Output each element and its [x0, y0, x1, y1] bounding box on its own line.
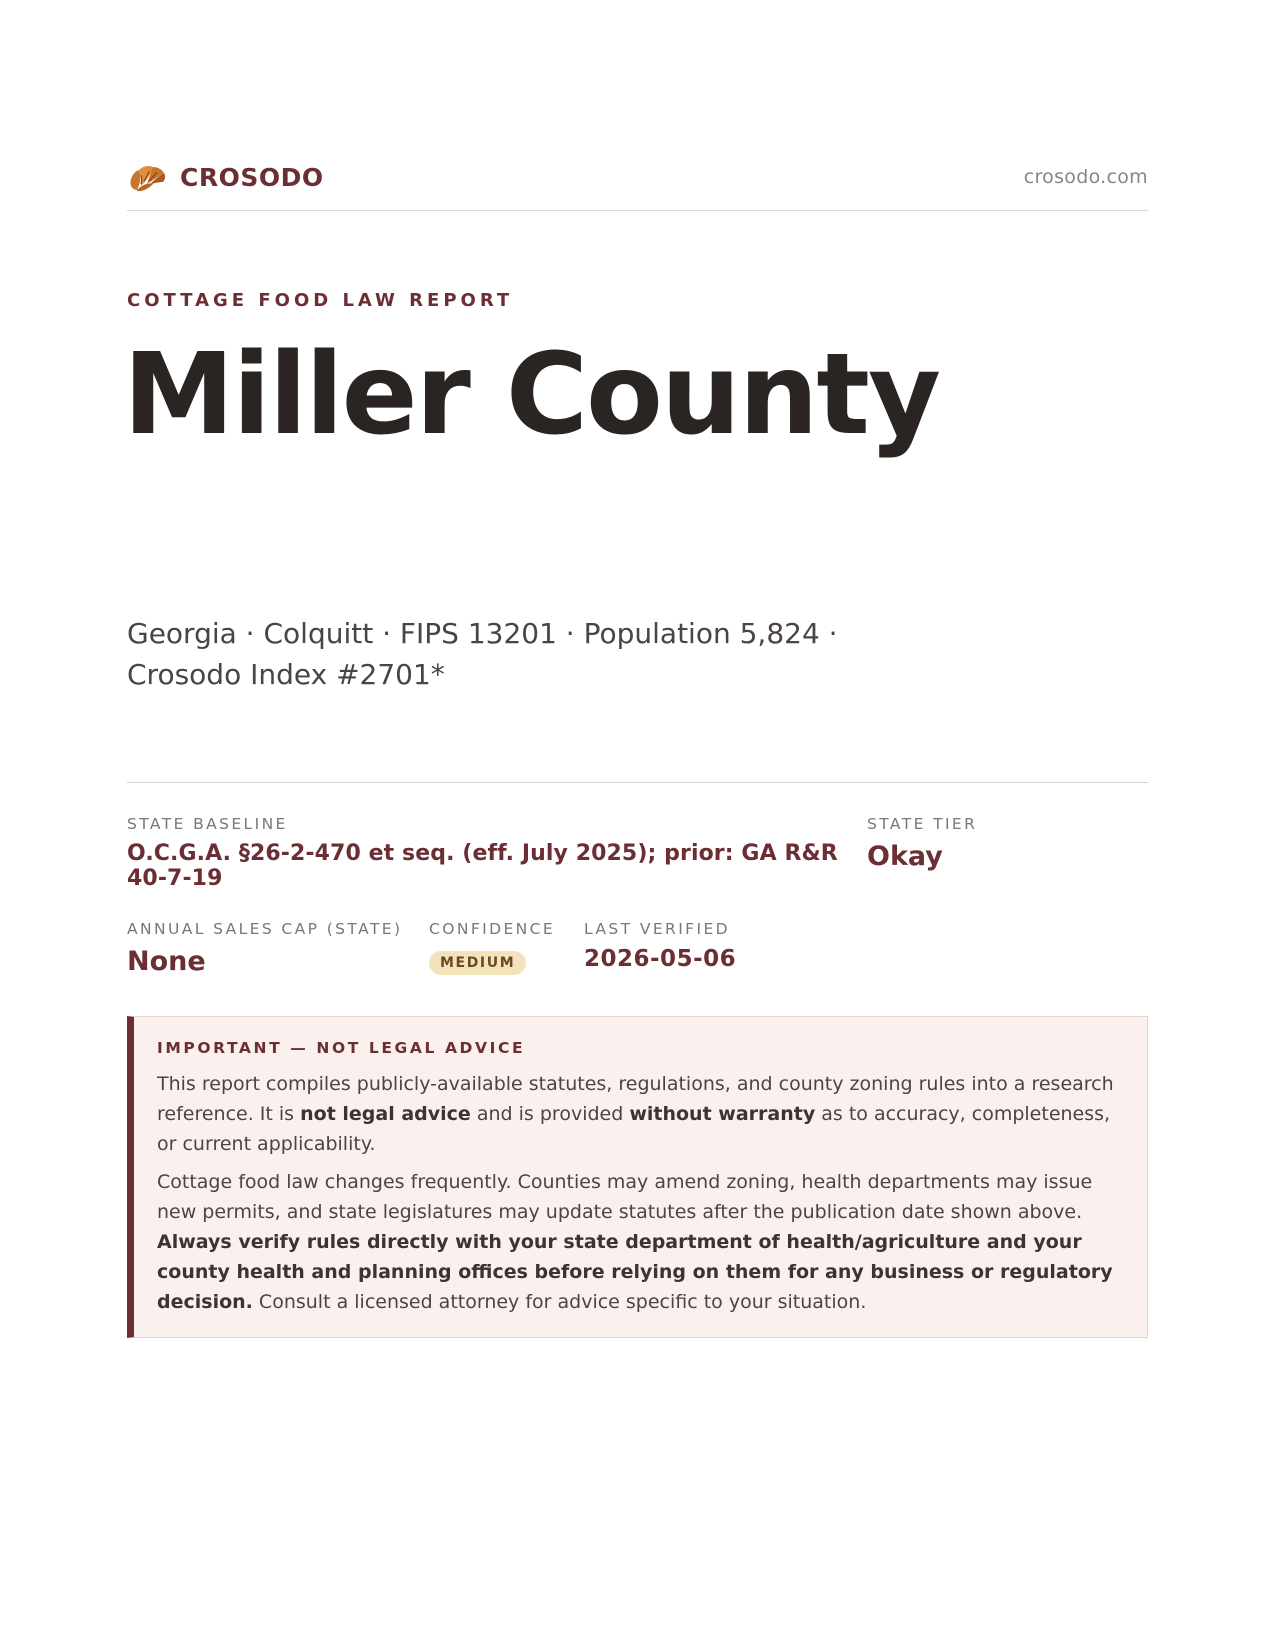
confidence-label: CONFIDENCE — [429, 920, 556, 938]
disclaimer-title: IMPORTANT — NOT LEGAL ADVICE — [157, 1039, 526, 1057]
state-tier-label: STATE TIER — [867, 815, 978, 833]
sales-cap-field — [127, 920, 402, 977]
sales-cap-label: ANNUAL SALES CAP (STATE) — [127, 920, 403, 938]
brand[interactable] — [127, 160, 324, 196]
confidence-field — [429, 920, 555, 975]
last-verified-label: LAST VERIFIED — [584, 920, 730, 938]
legal-disclaimer — [127, 1016, 1148, 1338]
disclaimer-paragraph-1 — [157, 1069, 1121, 1159]
state-baseline-field — [127, 815, 847, 891]
confidence-badge: MEDIUM — [429, 951, 526, 975]
report-page — [123, 0, 1148, 1650]
disclaimer-emphasis: Always verify rules directly with your state department of health/agriculture and your county health and planning offices before relying on them for any business or regulatory decision. — [157, 1231, 1113, 1313]
state-baseline-value: O.C.G.A. §26-2-470 et seq. (eff. July 2025); prior: GA R&R 40-7-19 — [127, 841, 838, 891]
disclaimer-text: This report compiles publicly-available statutes, regulations, and county zoning rules into a research reference. It is — [157, 1073, 1114, 1125]
sales-cap-value: None — [127, 946, 206, 977]
last-verified-value: 2026-05-06 — [584, 946, 737, 972]
state-tier-field — [867, 815, 977, 872]
section-divider — [127, 782, 1148, 783]
site-url[interactable]: crosodo.com — [1023, 166, 1148, 188]
report-type-label: COTTAGE FOOD LAW REPORT — [127, 290, 514, 311]
disclaimer-text: Consult a licensed attorney for advice specific to your situation. — [252, 1291, 867, 1313]
page-title: Miller County — [123, 330, 939, 460]
brand-name: CROSODO — [180, 163, 324, 192]
county-summary: Georgia · Colquitt · FIPS 13201 · Population 5,824 · Crosodo Index #2701* — [127, 617, 838, 691]
last-verified-field — [584, 920, 736, 972]
header-bar — [127, 160, 1148, 211]
disclaimer-text: as to accuracy, completeness, or current applicability. — [157, 1103, 1111, 1155]
disclaimer-emphasis: not legal advice — [300, 1103, 471, 1125]
disclaimer-text: Cottage food law changes frequently. Counties may amend zoning, health departments may issue new permits, and state legislatures may update statutes after the publication date shown above. — [157, 1171, 1093, 1223]
croissant-icon — [127, 160, 167, 196]
state-tier-value: Okay — [867, 841, 943, 872]
disclaimer-paragraph-2 — [157, 1167, 1121, 1317]
disclaimer-emphasis: without warranty — [629, 1103, 816, 1125]
disclaimer-text: and is provided — [470, 1103, 630, 1125]
state-baseline-label: STATE BASELINE — [127, 815, 288, 833]
